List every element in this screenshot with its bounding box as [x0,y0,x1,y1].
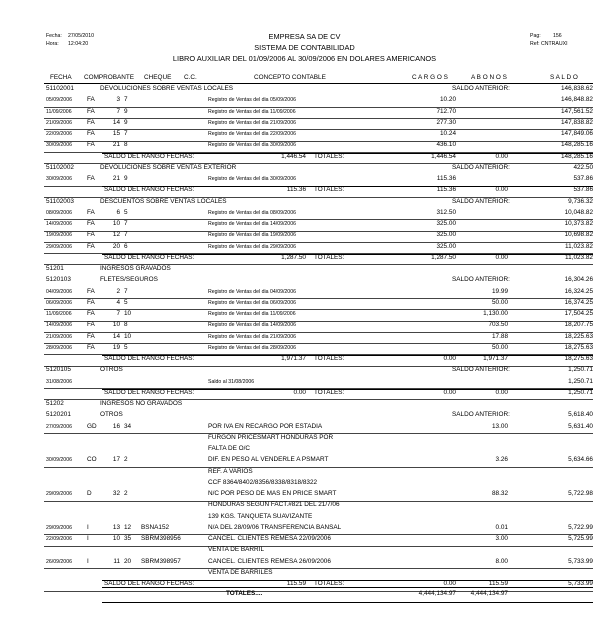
entry-date: 29/09/2006 [46,491,72,497]
fecha-label: Fecha: [46,33,62,39]
entry-number: 7 [116,107,120,115]
entry-cheque: 5 [124,298,128,306]
account-description: OTROS [100,411,123,419]
entry-abono: 1,130.00 [483,310,508,317]
subtotal-cargos: 1,287.50 [431,253,456,261]
entry-saldo: 16,374.25 [564,298,593,306]
account-description: OTROS [100,366,123,374]
page-number: 156 [553,33,562,39]
saldo-anterior-value: 5,618.40 [568,411,593,419]
entry-concept: Registro de Ventas del dia 14/09/2006 [208,221,296,227]
col-comprobante: COMPROBANTE [84,74,135,81]
subtotal-amount: 115.59 [286,580,306,587]
entry-concept-continued: FALTA DE O/C [208,445,251,452]
saldo-anterior-label: SALDO ANTERIOR: [452,276,510,284]
entry-type: FA [87,231,95,239]
subtotal-amount: 1,971.37 [281,355,306,362]
entry-saldo: 17,504.25 [564,310,593,317]
subtotal-abonos: 0.00 [495,186,508,194]
account-description: FLETES/SEGUROS [100,276,158,284]
entry-cc: SBRM398957 [141,557,181,565]
subtotal-bottom-rule [44,366,593,367]
hora-value: 12:04:20 [68,41,89,47]
col-saldo: S A L D O [550,74,578,81]
account-description: DESCUENTOS SOBRE VENTAS LOCALES [100,197,227,205]
entry-concept: Registro de Ventas del dia 05/09/2006 [208,97,296,104]
entry-type: FA [87,321,95,329]
saldo-anterior-value: 9,736.32 [568,197,593,205]
entry-abono: 3.26 [495,456,508,464]
subtotal-abonos: 1,971.37 [483,355,508,362]
account-description: DEVOLUCIONES SOBRE VENTAS LOCALES [100,85,234,92]
entry-cargo: 712.70 [436,107,456,115]
entry-date: 30/09/2006 [46,142,72,149]
entry-cheque: 7 [124,130,128,137]
col-abonos: A B O N O S [471,74,507,81]
entry-number: 3 [116,96,120,104]
entry-number: 32 [112,490,120,497]
entry-date: 05/09/2006 [46,97,72,104]
entry-date: 28/09/2006 [46,344,72,351]
entry-type: FA [87,141,95,149]
saldo-anterior-label: SALDO ANTERIOR: [452,163,510,171]
entry-number: 16 [112,422,120,430]
subtotal-amount: 115.36 [286,186,306,194]
account-code: 5120105 [46,366,71,374]
entry-saldo: 16,324.25 [564,287,593,295]
entry-cc: SBRM398956 [141,535,181,542]
entry-date: 11/09/2006 [46,311,72,317]
entry-type: FA [87,96,95,104]
entry-concept: Registro de Ventas del dia 30/09/2006 [208,142,296,149]
grand-total-cargos: 4,444,134.97 [418,590,456,597]
entry-date: 14/09/2006 [46,221,72,227]
subtotal-saldo: 537.86 [573,186,593,194]
entry-cargo: 325.00 [436,220,456,227]
subtotal-cargos: 0.00 [443,355,456,362]
subtotal-totales-label: TOTALES: [314,253,345,261]
subtotal-abonos: 0.00 [495,253,508,261]
entry-type: FA [87,332,95,340]
saldo-anterior-value: 1,250.71 [568,366,593,374]
subtotal-bottom-rule [44,591,593,592]
entry-number: 2 [116,287,120,295]
account-code: 5120103 [46,276,71,284]
entry-cheque: 7 [124,287,128,295]
entry-date: 11/09/2006 [46,108,72,115]
entry-date: 08/09/2006 [46,209,72,216]
entry-number: 4 [116,298,120,306]
entry-cheque: 9 [124,107,128,115]
entry-date: 30/09/2006 [46,457,72,464]
entry-type: I [87,535,89,542]
entry-type: FA [87,107,95,115]
entry-type: FA [87,208,95,216]
entry-abono: 0.01 [495,523,508,531]
entry-type: FA [87,175,95,182]
account-description: INGRESOS NO GRAVADOS [100,400,183,407]
entry-concept: Registro de Ventas del dia 14/09/2006 [208,322,296,329]
company-name: EMPRESA SA DE CV [268,32,341,41]
entry-saldo: 18,225.63 [564,332,593,340]
account-code: 51102001 [46,85,74,92]
hora-label: Hora: [46,41,59,47]
saldo-anterior-label: SALDO ANTERIOR: [452,411,510,419]
saldo-anterior-label: SALDO ANTERIOR: [452,366,510,374]
entry-abono: 19.99 [492,287,508,295]
entry-number: 20 [112,242,120,250]
entry-type: D [87,490,92,497]
subtotal-amount: 1,287.50 [281,253,306,261]
entry-cargo: 325.00 [436,242,456,250]
subtotal-abonos: 0.00 [495,388,508,396]
account-description: DEVOLUCIONES SOBRE VENTAS EXTERIOR [100,163,237,171]
entry-number: 19 [112,343,120,351]
entry-saldo: 537.86 [573,175,593,182]
entry-saldo: 5,733.99 [568,557,593,565]
col-fecha: FECHA [50,74,72,81]
account-code: 51201 [46,265,64,272]
entry-cargo: 10.20 [440,96,456,104]
subtotal-saldo: 18,275.63 [564,355,593,362]
entry-concept-continued: VENTA DE BARRIL [208,546,264,554]
system-name: SISTEMA DE CONTABILIDAD [254,43,355,52]
entry-abono: 3.00 [495,535,508,542]
grand-total-label: TOTALES.... [226,590,263,597]
entry-concept: Registro de Ventas del dia 04/09/2006 [208,288,296,295]
entry-abono: 17.88 [492,332,508,340]
entry-type: FA [87,287,95,295]
entry-saldo: 5,634.66 [568,456,593,464]
entry-concept: POR IVA EN RECARGO POR ESTADIA [208,422,323,430]
entry-cheque: 10 [124,310,132,317]
heading-rule [44,83,593,84]
saldo-anterior-label: SALDO ANTERIOR: [452,85,510,92]
subtotal-cargos: 0.00 [443,580,456,587]
entry-date: 29/09/2006 [46,243,72,250]
entry-saldo: 5,722.99 [568,523,593,531]
account-code: 51102002 [46,163,74,171]
entry-concept: Registro de Ventas del dia 29/09/2006 [208,243,296,250]
entry-separator [44,568,593,569]
entry-concept: Registro de Ventas del dia 11/09/2006 [208,108,296,115]
book-title: LIBRO AUXILIAR DEL 01/09/2006 AL 30/09/2006 EN DOLARES AMERICANOS [172,54,437,63]
entry-cheque: 5 [124,343,128,351]
subtotal-abonos: 0.00 [495,152,508,160]
entry-type: I [87,523,89,531]
entry-type: GD [87,422,97,430]
entry-saldo: 18,275.63 [564,343,593,351]
entry-type: FA [87,242,95,250]
subtotal-label: SALDO DEL RANGO FECHAS: [104,186,195,194]
entry-concept: Registro de Ventas del dia 06/09/2006 [208,299,296,306]
entry-concept: CANCEL. CLIENTES REMESA 22/09/2006 [208,535,331,542]
subtotal-cargos: 0.00 [443,388,456,396]
entry-abono: 88.32 [492,490,508,497]
entry-cargo: 312.50 [436,208,456,216]
entry-saldo: 5,631.40 [568,422,593,430]
entry-cheque: 20 [124,557,132,565]
entry-date: 22/09/2006 [46,131,72,137]
entry-cheque: 10 [124,332,132,340]
fecha-value: 27/05/2010 [68,33,94,39]
entry-number: 10 [112,321,120,329]
entry-concept: Registro de Ventas del dia 28/09/2006 [208,344,296,351]
subtotal-cargos: 115.36 [436,186,456,194]
entry-concept: N/C POR PESO DE MAS EN PRICE SMART [208,490,337,497]
entry-saldo: 146,848.82 [561,96,593,104]
entry-saldo: 147,849.06 [561,130,593,137]
entry-number: 17 [112,456,120,464]
entry-number: 10 [112,535,120,542]
entry-saldo: 5,725.99 [568,535,593,542]
entry-concept: N/A DEL 28/09/06 TRANSFERENCIA BANSAL [208,523,342,531]
subtotal-saldo: 11,023.82 [565,253,593,261]
entry-saldo: 5,722.98 [568,490,593,497]
col-concepto: CONCEPTO CONTABLE [254,74,326,81]
entry-number: 15 [112,130,120,137]
saldo-anterior-value: 422.50 [573,163,593,171]
entry-cargo: 325.00 [436,231,456,239]
entry-saldo: 10,048.82 [564,208,593,216]
entry-date: 22/09/2006 [46,536,72,542]
entry-concept-continued: 139 KGS. TANQUETA SUAVIZANTE [208,512,313,520]
entry-type: FA [87,220,95,227]
subtotal-abonos: 115.59 [488,580,508,587]
entry-type: FA [87,118,95,126]
entry-number: 21 [112,175,120,182]
subtotal-totales-label: TOTALES: [314,388,345,396]
entry-abono: 13.00 [492,422,508,430]
entry-type: FA [87,310,95,317]
saldo-anterior-value: 16,304.26 [564,276,593,284]
entry-abono: 8.00 [495,557,508,565]
entry-concept-continued: HONDURAS SEGUN FACT.#821 DEL 21/7/06 [208,501,340,509]
grand-total-abonos: 4,444,134.97 [470,590,508,597]
entry-number: 14 [112,118,120,126]
entry-concept: CANCEL. CLIENTES REMESA 26/09/2006 [208,557,331,565]
grand-total-top-rule [102,587,593,588]
entry-type: FA [87,343,95,351]
entry-cheque: 6 [124,242,128,250]
entry-saldo: 18,207.75 [564,321,593,329]
entry-separator [44,546,593,547]
entry-concept-continued: FURGON PRICESMART HONDURAS POR [208,433,334,441]
entry-date: 30/09/2006 [46,176,72,182]
col-cheque: CHEQUE [144,74,172,81]
subtotal-saldo: 5,733.99 [568,580,593,587]
entry-abono: 50.00 [492,298,508,306]
entry-cheque: 34 [124,422,132,430]
subtotal-totales-label: TOTALES: [314,580,345,587]
entry-cheque: 8 [124,321,128,329]
entry-cheque: 35 [124,535,132,542]
entry-cheque: 12 [124,523,132,531]
entry-number: 7 [116,310,120,317]
account-code: 51102003 [46,197,74,205]
subtotal-label: SALDO DEL RANGO FECHAS: [104,253,195,261]
entry-concept: Registro de Ventas del dia 19/09/2006 [208,232,296,239]
entry-saldo: 10,373.82 [564,220,593,227]
entry-number: 12 [112,231,120,239]
entry-cheque: 5 [124,208,128,216]
entry-date: 21/09/2006 [46,119,72,126]
entry-number: 14 [112,332,120,340]
entry-number: 10 [112,220,120,227]
entry-concept: Registro de Ventas del dia 11/09/2006 [208,311,296,317]
entry-type: FA [87,130,95,137]
account-description: INGRESOS GRAVADOS [100,265,171,272]
entry-concept-continued: REF. A VARIOS [208,467,253,475]
entry-saldo: 147,838.82 [561,118,593,126]
entry-separator [44,467,593,468]
entry-cheque: 2 [124,490,128,497]
page-label: Pag: [530,33,541,39]
col-cargos: C A R G O S [412,74,448,81]
subtotal-saldo: 148,285.16 [561,152,593,160]
entry-number: 13 [112,523,120,531]
entry-date: 31/08/2006 [46,378,72,385]
entry-concept: Registro de Ventas del dia 30/09/2006 [208,176,296,182]
entry-date: 29/09/2006 [46,524,72,531]
entry-cc: BSNA152 [141,523,170,531]
entry-cheque: 9 [124,118,128,126]
entry-cheque: 7 [124,231,128,239]
entry-number: 21 [112,141,120,149]
entry-cargo: 115.36 [436,175,456,182]
entry-saldo: 11,023.82 [565,242,593,250]
entry-concept: Registro de Ventas del dia 21/09/2006 [208,119,296,126]
entry-saldo: 10,698.82 [564,231,593,239]
entry-cheque: 9 [124,175,128,182]
entry-cheque: 7 [124,96,128,104]
entry-cheque: 7 [124,220,128,227]
entry-date: 04/09/2006 [46,288,72,295]
entry-abono: 50.00 [492,343,508,351]
entry-saldo: 1,250.71 [568,377,593,385]
entry-abono: 703.50 [488,321,508,329]
col-cc: C.C. [184,74,197,81]
entry-number: 6 [116,208,120,216]
subtotal-amount: 1,446.54 [281,152,306,160]
entry-saldo: 148,285.16 [561,141,593,149]
subtotal-label: SALDO DEL RANGO FECHAS: [104,388,195,396]
entry-concept: Saldo al 31/08/2006 [208,378,255,385]
entry-number: 11 [113,557,120,565]
entry-date: 21/09/2006 [46,333,72,340]
entry-date: 27/09/2006 [46,423,72,430]
entry-date: 19/09/2006 [46,232,72,239]
subtotal-totales-label: TOTALES: [314,152,345,160]
entry-concept: DIF. EN PESO AL VENDERLE A PSMART [208,456,329,464]
subtotal-totales-label: TOTALES: [314,186,345,194]
grand-total-bottom-rule [102,602,593,603]
entry-date: 26/09/2006 [46,558,72,565]
subtotal-totales-label: TOTALES: [314,355,345,362]
saldo-anterior-value: 146,838.62 [561,85,593,92]
entry-concept-continued: VENTA DE BARRILES [208,568,273,576]
entry-cheque: 8 [124,141,128,149]
entry-type: CO [87,456,97,464]
subtotal-amount: 0.00 [293,388,306,396]
subtotal-saldo: 1,250.71 [568,388,593,396]
entry-concept-continued: CCF 8364/8402/8356/8338/8318/8322 [208,478,318,486]
subtotal-cargos: 1,446.54 [431,152,456,160]
entry-cheque: 2 [124,456,128,464]
entry-type: I [87,557,89,565]
subtotal-label: SALDO DEL RANGO FECHAS: [104,355,195,362]
saldo-anterior-label: SALDO ANTERIOR: [452,197,510,205]
entry-saldo: 147,561.52 [561,107,593,115]
subtotal-label: SALDO DEL RANGO FECHAS: [104,152,195,160]
account-code: 51202 [46,400,64,407]
entry-concept: Registro de Ventas del dia 21/09/2006 [208,333,296,340]
entry-type: FA [87,298,95,306]
entry-cargo: 10.24 [440,130,456,137]
entry-cargo: 277.30 [436,118,456,126]
entry-concept: Registro de Ventas del dia 22/09/2006 [208,131,296,137]
ref-label: Ref: [530,41,540,47]
subtotal-label: SALDO DEL RANGO FECHAS: [104,580,195,587]
entry-date: 06/09/2006 [46,299,72,306]
entry-concept: Registro de Ventas del dia 08/09/2006 [208,209,296,216]
entry-date: 14/09/2006 [46,322,72,329]
account-code: 5120201 [46,411,71,419]
entry-cargo: 436.10 [436,141,456,149]
ref-value: CNTRAUXI [541,41,568,47]
